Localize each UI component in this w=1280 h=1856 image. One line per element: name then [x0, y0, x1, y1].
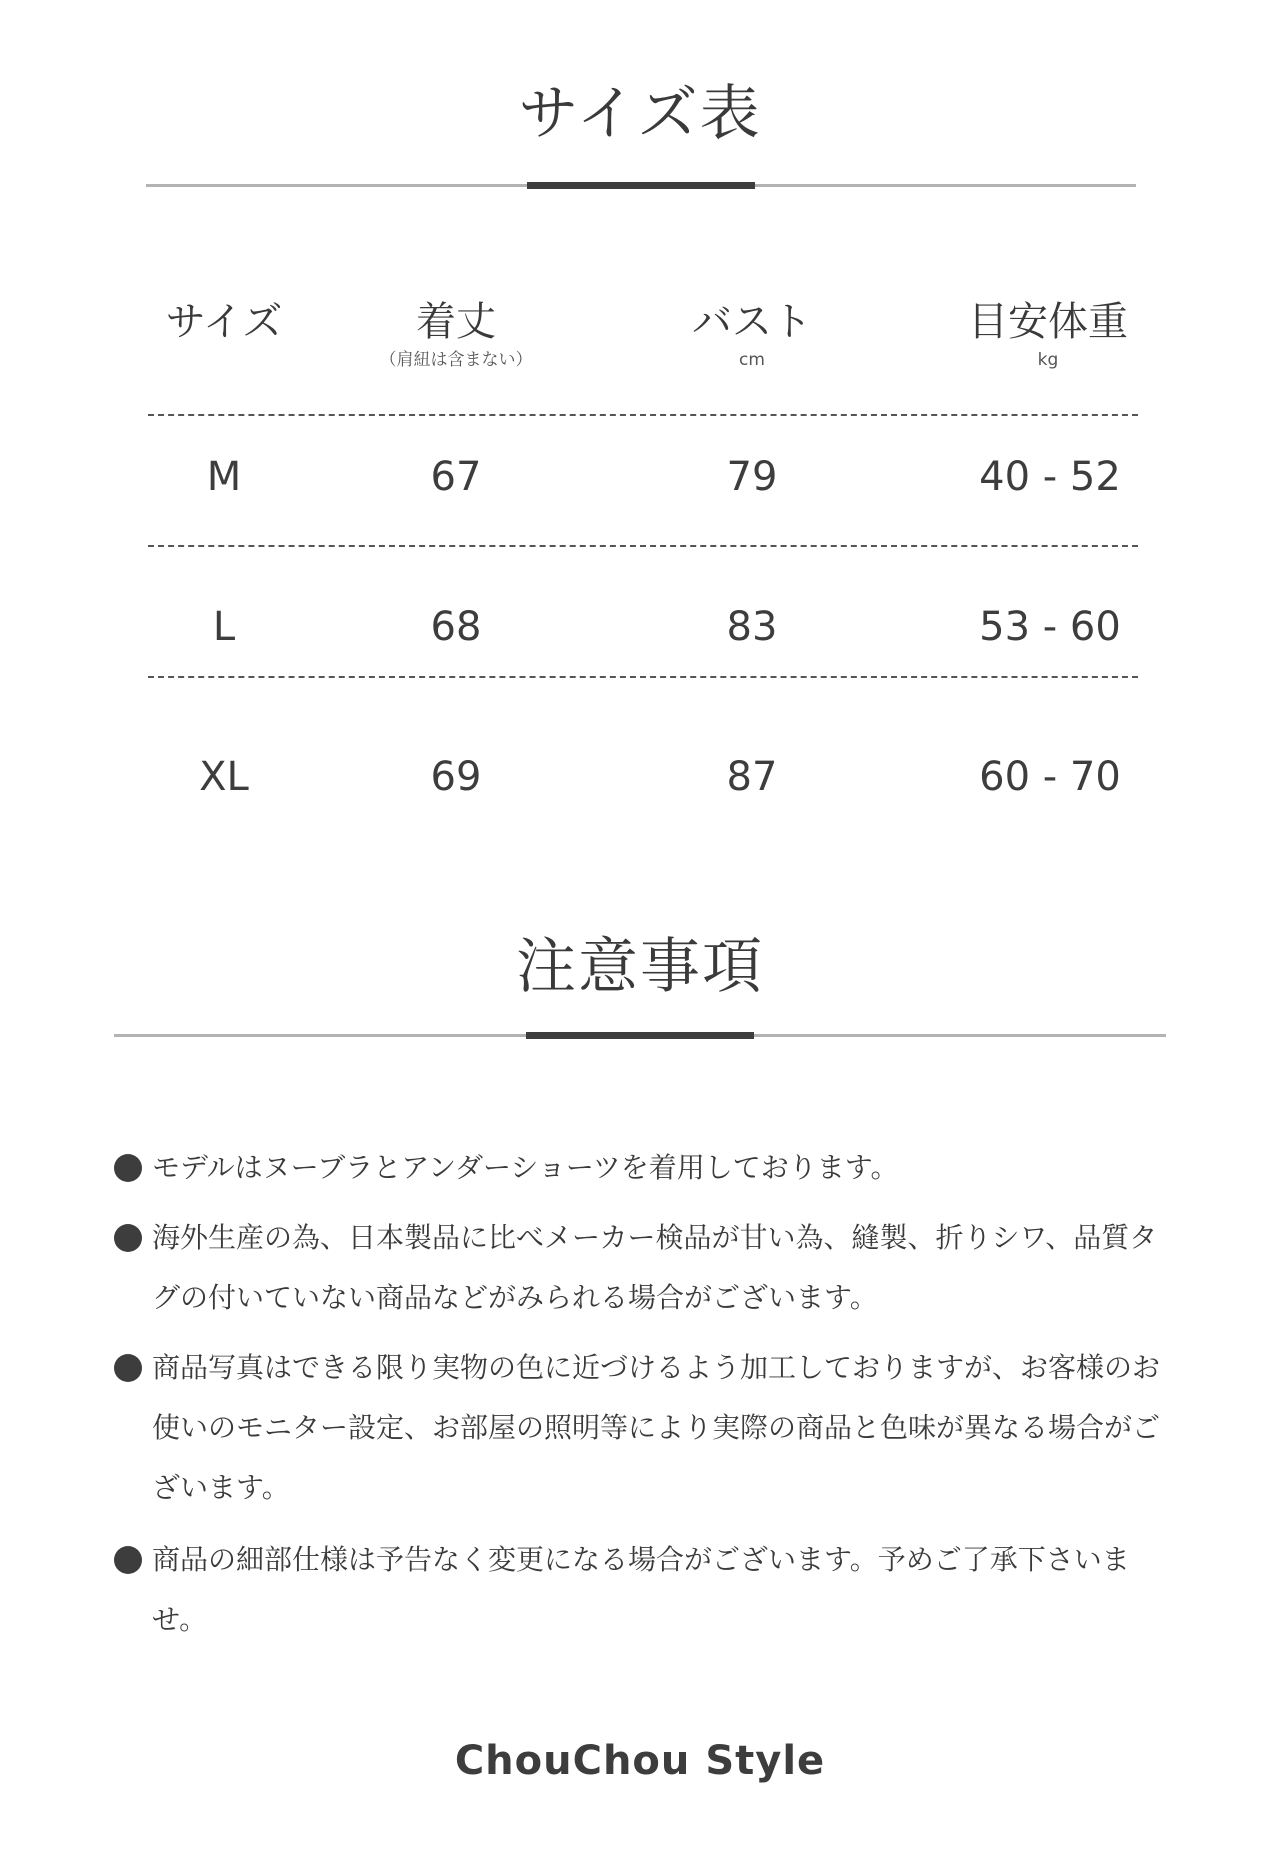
header-length — [336, 299, 576, 370]
header-size-label: サイズ — [165, 299, 283, 345]
row-divider — [148, 414, 1138, 416]
cell-length: 68 — [430, 604, 482, 650]
header-bust — [632, 299, 872, 370]
cell-size: M — [206, 454, 242, 500]
header-bust-unit: cm — [739, 350, 765, 370]
header-weight — [928, 299, 1168, 370]
cell-length: 69 — [430, 754, 482, 800]
size-chart-title: サイズ表 — [518, 79, 762, 149]
cell-weight: 40 - 52 — [979, 454, 1121, 500]
bullet-icon — [114, 1224, 142, 1252]
header-weight-label: 目安体重 — [968, 299, 1128, 345]
note-item — [114, 1208, 1174, 1328]
cell-bust: 87 — [726, 754, 778, 800]
size-chart-title-accent — [527, 182, 755, 189]
cell-bust: 79 — [726, 454, 778, 500]
note-item — [114, 1530, 1174, 1650]
row-divider — [148, 676, 1138, 678]
row-divider — [148, 545, 1138, 547]
cell-bust: 83 — [726, 604, 778, 650]
header-size — [104, 299, 344, 345]
brand-logo: ChouChou Style — [454, 1738, 826, 1784]
cell-weight: 53 - 60 — [979, 604, 1121, 650]
bullet-icon — [114, 1546, 142, 1574]
note-text: モデルはヌーブラとアンダーショーツを着用しております。 — [152, 1151, 899, 1184]
note-text: 商品写真はできる限り実物の色に近づけるよう加工しておりますが、お客様のお使いのモニター設定、お部屋の照明等により実際の商品と色味が異なる場合がございます。 — [152, 1351, 1161, 1504]
cell-size: L — [212, 604, 236, 650]
bullet-icon — [114, 1354, 142, 1382]
header-weight-unit: kg — [1037, 350, 1059, 370]
notes-title-accent — [526, 1032, 754, 1039]
note-item — [114, 1338, 1174, 1518]
bullet-icon — [114, 1154, 142, 1182]
notes-title: 注意事項 — [516, 932, 764, 1002]
header-length-label: 着丈 — [416, 299, 496, 345]
note-item — [114, 1138, 1174, 1198]
cell-length: 67 — [430, 454, 482, 500]
note-text: 海外生産の為、日本製品に比べメーカー検品が甘い為、縫製、折りシワ、品質タグの付いていない商品などがみられる場合がございます。 — [152, 1221, 1158, 1314]
note-text: 商品の細部仕様は予告なく変更になる場合がございます。予めご了承下さいませ。 — [152, 1543, 1130, 1636]
header-bust-label: バスト — [692, 299, 812, 345]
cell-weight: 60 - 70 — [979, 754, 1121, 800]
cell-size: XL — [199, 754, 249, 800]
header-length-note: （肩紐は含まない） — [379, 350, 533, 370]
